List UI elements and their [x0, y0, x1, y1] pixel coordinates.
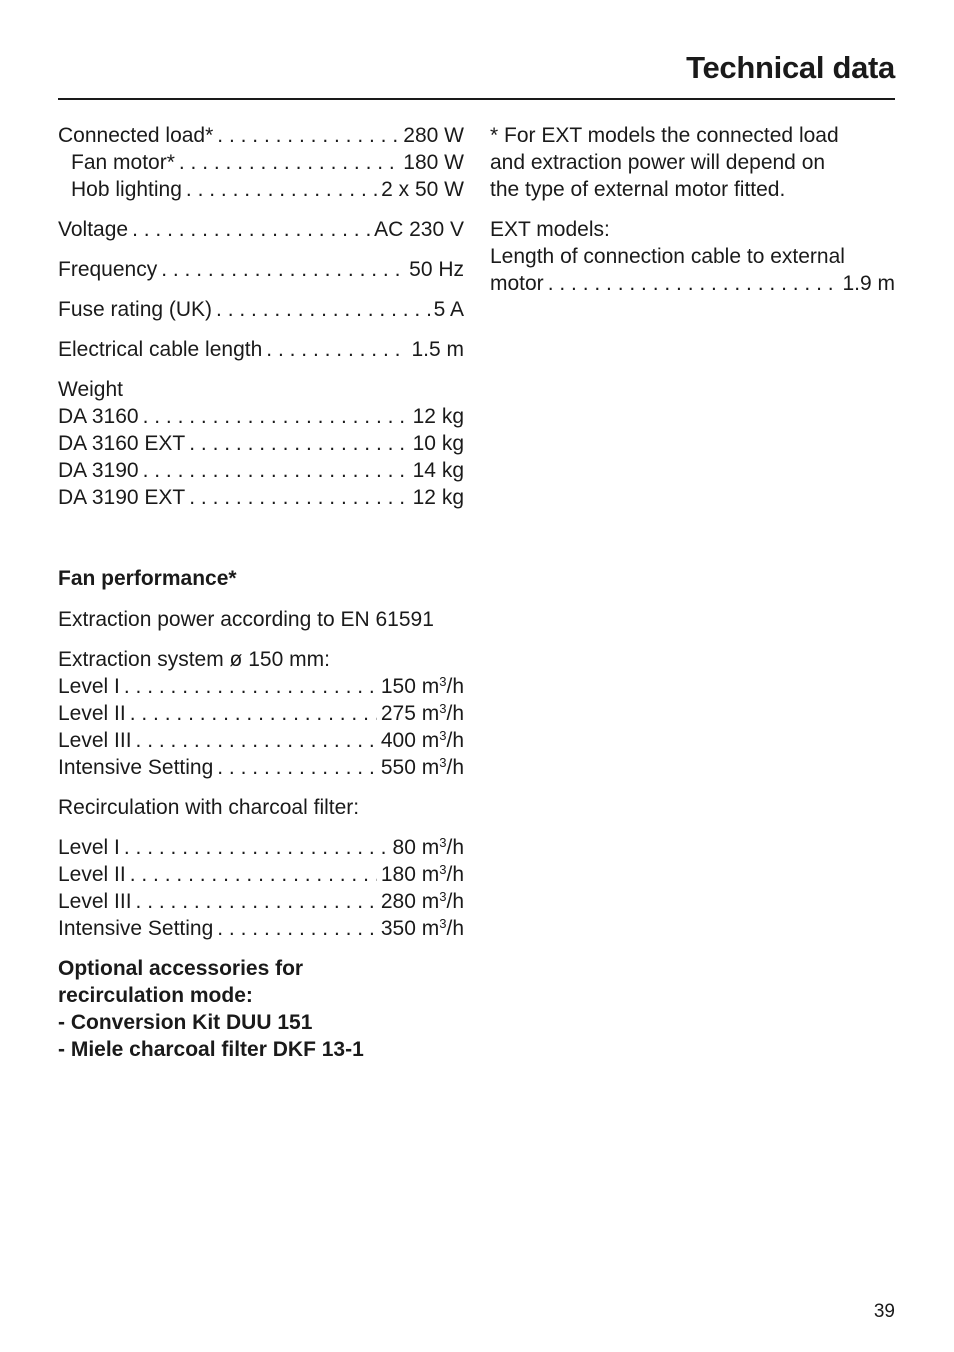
- spec-row: [58, 700, 464, 727]
- spec-label: Level II: [58, 702, 126, 725]
- unit-label: [416, 675, 464, 698]
- spec-label: Level I: [58, 675, 120, 698]
- unit-suffix: /h: [446, 729, 464, 752]
- spec-row: [58, 296, 464, 323]
- spec-value: [413, 457, 464, 484]
- leader-dots: [143, 403, 409, 430]
- spec-label: DA 3190 EXT: [58, 486, 186, 509]
- weight-rows: [58, 403, 464, 511]
- spec-value: [393, 834, 464, 861]
- leader-dots: [217, 754, 377, 781]
- spec-number: 80: [392, 836, 416, 859]
- unit-prefix: m: [421, 890, 440, 913]
- spec-label: Intensive Setting: [58, 756, 214, 779]
- recirculation-rows: [58, 834, 464, 942]
- leader-dots: [132, 216, 370, 243]
- left-column: [58, 122, 464, 1063]
- leader-dots: [161, 256, 405, 283]
- unit-label: [416, 890, 464, 913]
- unit-superscript: 3: [439, 916, 447, 931]
- spec-label: Connected load*: [58, 124, 214, 147]
- leader-dots: [189, 484, 408, 511]
- leader-dots: [143, 457, 409, 484]
- spec-label: Level III: [58, 729, 132, 752]
- ext-section: [490, 216, 895, 297]
- spec-value: [434, 296, 464, 323]
- spec-row: [58, 149, 464, 176]
- unit-label: [416, 756, 464, 779]
- spec-row: [58, 457, 464, 484]
- spec-value: [374, 216, 464, 243]
- spec-label: Level II: [58, 863, 126, 886]
- unit-prefix: m: [421, 836, 440, 859]
- spec-value: 1.9 m: [842, 272, 895, 295]
- unit-superscript: 3: [439, 674, 447, 689]
- unit-label: [416, 702, 464, 725]
- spec-label: motor: [490, 272, 544, 295]
- leader-dots: [266, 336, 407, 363]
- unit-prefix: m: [421, 675, 440, 698]
- spec-row: [58, 861, 464, 888]
- spec-row: [490, 270, 895, 297]
- spec-value: [381, 673, 464, 700]
- leader-dots: [216, 296, 430, 323]
- unit-prefix: m: [421, 863, 440, 886]
- text-line: the type of external motor fitted.: [490, 178, 786, 201]
- spec-value: [381, 176, 464, 203]
- unit-superscript: 3: [439, 889, 447, 904]
- spec-value: [413, 484, 464, 511]
- recirculation-heading: Recirculation with charcoal filter:: [58, 796, 360, 819]
- leader-dots: [217, 122, 399, 149]
- spec-label: Fan motor*: [71, 151, 175, 174]
- spec-value: [413, 430, 464, 457]
- spec-number: AC 230 V: [374, 218, 464, 241]
- spec-row: [58, 430, 464, 457]
- spec-number: 350: [380, 917, 416, 940]
- spec-number: 14 kg: [412, 459, 464, 482]
- page-title: Technical data: [686, 50, 895, 85]
- fan-intro: Extraction power according to EN 61591: [58, 608, 434, 631]
- leader-dots: [548, 270, 839, 297]
- leader-dots: [130, 861, 377, 888]
- spec-row: [58, 256, 464, 283]
- spec-number: 550: [380, 756, 416, 779]
- spec-number: 280: [380, 890, 416, 913]
- unit-label: [416, 863, 464, 886]
- leader-dots: [136, 727, 377, 754]
- text-line: - Miele charcoal filter DKF 13-1: [58, 1038, 364, 1061]
- unit-prefix: m: [421, 756, 440, 779]
- fan-performance-heading: Fan performance*: [58, 567, 237, 590]
- text-line: and extraction power will depend on: [490, 151, 826, 174]
- spec-group: [58, 336, 464, 363]
- spec-label: Fuse rating (UK): [58, 298, 213, 321]
- spec-number: 275: [380, 702, 416, 725]
- spec-value: [381, 915, 464, 942]
- weight-heading: Weight: [58, 378, 123, 401]
- spec-value: [381, 700, 464, 727]
- text-line: recirculation mode:: [58, 984, 253, 1007]
- spec-row: [58, 216, 464, 243]
- leader-dots: [124, 673, 377, 700]
- text-line: - Conversion Kit DUU 151: [58, 1011, 313, 1034]
- unit-suffix: /h: [446, 890, 464, 913]
- spec-number: 400: [380, 729, 416, 752]
- electrical-specs: [58, 122, 464, 363]
- spec-label: DA 3160 EXT: [58, 432, 186, 455]
- leader-dots: [189, 430, 408, 457]
- spec-value: [409, 256, 464, 283]
- extraction-section: [58, 646, 464, 781]
- spec-number: 2 x 50 W: [381, 178, 464, 201]
- spec-row: [58, 888, 464, 915]
- unit-superscript: 3: [439, 755, 447, 770]
- unit-prefix: m: [421, 702, 440, 725]
- leader-dots: [217, 915, 377, 942]
- unit-superscript: 3: [439, 835, 447, 850]
- spec-row: [58, 754, 464, 781]
- unit-suffix: /h: [446, 756, 464, 779]
- spec-label: Level I: [58, 836, 120, 859]
- spec-number: 12 kg: [412, 405, 464, 428]
- unit-suffix: /h: [446, 702, 464, 725]
- spec-number: 50 Hz: [409, 258, 464, 281]
- spec-number: 180 W: [403, 151, 464, 174]
- unit-superscript: 3: [439, 728, 447, 743]
- spec-number: 10 kg: [412, 432, 464, 455]
- unit-label: [416, 836, 464, 859]
- extraction-heading: Extraction system ø 150 mm:: [58, 648, 330, 671]
- weight-section: [58, 376, 464, 511]
- spec-label: DA 3190: [58, 459, 139, 482]
- leader-dots: [124, 834, 389, 861]
- leader-dots: [136, 888, 377, 915]
- extraction-rows: [58, 673, 464, 781]
- unit-label: [416, 917, 464, 940]
- unit-label: [416, 729, 464, 752]
- leader-dots: [186, 176, 377, 203]
- spec-value: [403, 122, 464, 149]
- spec-group: [58, 256, 464, 283]
- unit-suffix: /h: [446, 675, 464, 698]
- spec-label: DA 3160: [58, 405, 139, 428]
- right-column: [490, 122, 895, 310]
- page-number: 39: [873, 1301, 895, 1322]
- unit-suffix: /h: [446, 917, 464, 940]
- spec-value: [381, 727, 464, 754]
- spec-group: [58, 216, 464, 243]
- text-line: Optional accessories for: [58, 957, 304, 980]
- ext-footnote: [490, 122, 895, 203]
- spec-value: [411, 336, 464, 363]
- accessories-note: [58, 955, 464, 1063]
- spec-number: 180: [380, 863, 416, 886]
- unit-suffix: /h: [446, 863, 464, 886]
- spec-label: Electrical cable length: [58, 338, 263, 361]
- spec-row: [58, 122, 464, 149]
- spec-row: [58, 673, 464, 700]
- unit-superscript: 3: [439, 701, 447, 716]
- spec-value: [381, 754, 464, 781]
- spec-row: [58, 727, 464, 754]
- unit-suffix: /h: [446, 836, 464, 859]
- spec-number: 5 A: [433, 298, 464, 321]
- spec-row: [58, 176, 464, 203]
- leader-dots: [179, 149, 399, 176]
- spec-value: [381, 888, 464, 915]
- ext-description: Length of connection cable to external: [490, 245, 845, 268]
- unit-superscript: 3: [439, 862, 447, 877]
- spec-number: 1.5 m: [411, 338, 464, 361]
- spec-value: [403, 149, 464, 176]
- spec-label: Intensive Setting: [58, 917, 214, 940]
- text-line: * For EXT models the connected load: [490, 124, 839, 147]
- spec-number: 280 W: [403, 124, 464, 147]
- spec-row: [58, 403, 464, 430]
- spec-number: 150: [380, 675, 416, 698]
- unit-prefix: m: [421, 917, 440, 940]
- spec-label: Level III: [58, 890, 132, 913]
- spec-label: Hob lighting: [71, 178, 182, 201]
- spec-row: [58, 834, 464, 861]
- spec-group: [58, 296, 464, 323]
- spec-value: [381, 861, 464, 888]
- spec-value: [413, 403, 464, 430]
- unit-prefix: m: [421, 729, 440, 752]
- leader-dots: [130, 700, 377, 727]
- spec-row: [58, 484, 464, 511]
- spec-label: Voltage: [58, 218, 129, 241]
- ext-heading: EXT models:: [490, 218, 610, 241]
- header-rule: [58, 98, 895, 100]
- spec-row: [58, 915, 464, 942]
- spec-label: Frequency: [58, 258, 158, 281]
- spec-number: 12 kg: [412, 486, 464, 509]
- spec-row: [58, 336, 464, 363]
- spec-group: [58, 122, 464, 203]
